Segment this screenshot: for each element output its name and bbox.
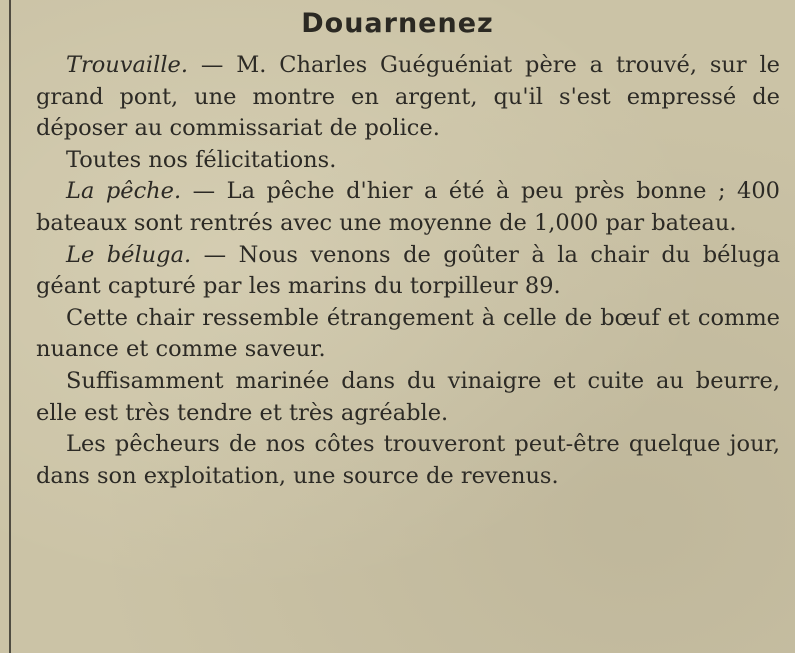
paragraph-felicitations <box>36 145 780 177</box>
text-pecheurs: Les pêcheurs de nos côtes trouveront peut-être quelque jour, dans son exploitation, une source de revenus. <box>36 431 780 489</box>
paragraph-chair <box>36 303 780 366</box>
text-chair: Cette chair ressemble étrangement à celle de bœuf et comme nuance et comme saveur. <box>36 304 780 363</box>
article-heading: Douarnenez <box>301 8 494 39</box>
paragraph-beluga <box>36 240 780 303</box>
rubric-peche: La pêche. <box>66 178 182 205</box>
text-trouvaille: — M. Charles Guéguéniat père a trouvé, sur le grand pont, une montre en argent, qu'il s'est empressé de déposer au commissariat de police. <box>36 52 780 142</box>
paragraph-marinee <box>36 366 780 429</box>
text-beluga: — Nous venons de goûter à la chair du béluga géant capturé par les marins du torpilleur 89. <box>36 241 781 300</box>
article-body <box>36 50 780 492</box>
text-marinee: Suffisamment marinée dans du vinaigre et cuite au beurre, elle est très tendre et très agréable. <box>36 367 780 426</box>
rubric-trouvaille: Trouvaille. <box>66 52 188 78</box>
text-peche: — La pêche d'hier a été à peu près bonne ; 400 bateaux sont rentrés avec une moyenne de 1,000 par bateau. <box>36 178 780 236</box>
rubric-beluga: Le béluga. <box>66 241 192 268</box>
column-rule <box>9 0 11 653</box>
paragraph-peche <box>36 176 780 239</box>
text-felicitations: Toutes nos félicitations. <box>66 146 337 173</box>
paragraph-pecheurs <box>36 429 780 492</box>
paragraph-trouvaille <box>36 50 780 145</box>
